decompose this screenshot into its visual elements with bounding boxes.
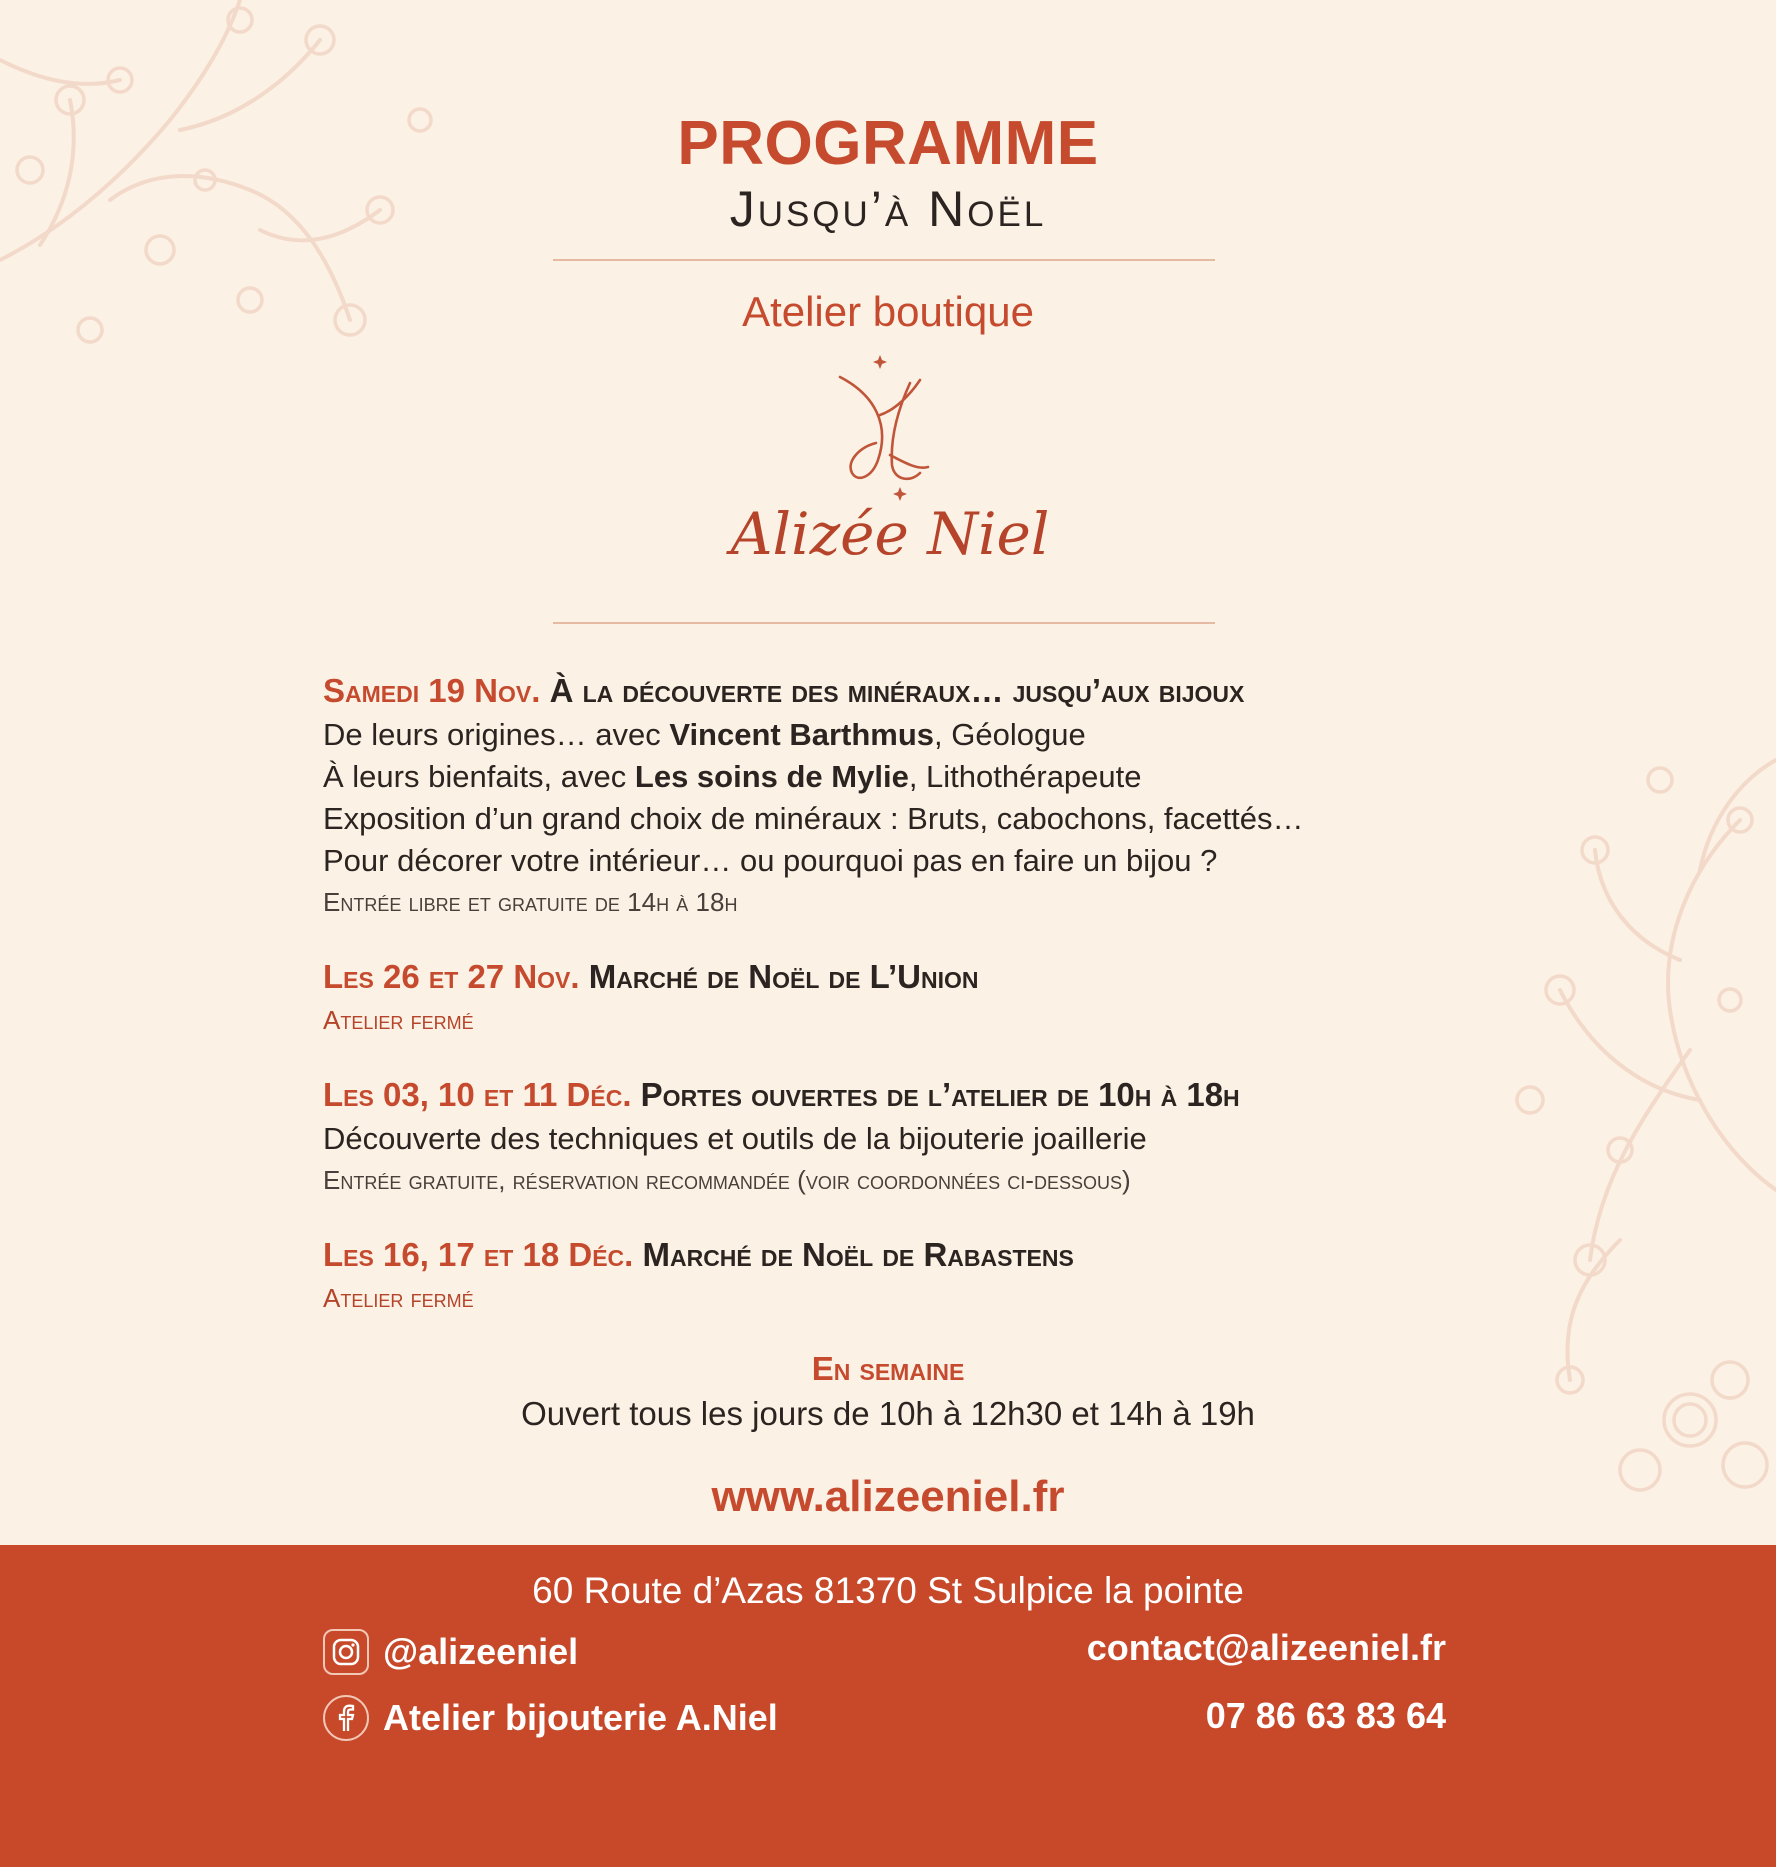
event-description-line: Pour décorer votre intérieur… ou pourquoi pas en faire un bijou ? (323, 843, 1218, 878)
event-heading (323, 668, 1473, 714)
page-title: PROGRAMME (677, 109, 1099, 178)
event-description-line: De leurs origines… avec Vincent Barthmus, Géologue (323, 717, 1086, 752)
instagram-icon (323, 1629, 369, 1675)
event-title: Portes ouvertes de l’atelier de 10h à 18h (640, 1076, 1240, 1113)
divider-bottom (553, 622, 1215, 624)
divider-top (553, 259, 1215, 261)
events-list (323, 668, 1473, 1350)
logo-monogram (820, 355, 950, 505)
contact-footer (0, 1545, 1776, 1867)
facebook-icon (323, 1695, 369, 1741)
event-item (323, 1072, 1473, 1200)
section-heading: Atelier boutique (742, 288, 1034, 335)
address: 60 Route d’Azas 81370 St Sulpice la pointe (532, 1570, 1244, 1611)
event-description-line: Découverte des techniques et outils de la bijouterie joaillerie (323, 1121, 1147, 1156)
event-item (323, 954, 1473, 1040)
website-link[interactable]: www.alizeeniel.fr (711, 1472, 1065, 1521)
event-heading (323, 954, 1473, 1000)
event-date: Les 16, 17 et 18 Déc. (323, 1236, 634, 1273)
instagram-handle[interactable]: @alizeeniel (383, 1631, 579, 1672)
event-title: Marché de Noël de Rabastens (642, 1236, 1074, 1273)
instagram-row[interactable] (323, 1629, 578, 1675)
weekday-heading: En semaine (811, 1350, 965, 1387)
event-note: Atelier fermé (323, 1283, 474, 1313)
brand-name: Alizée Niel (730, 500, 1050, 568)
event-title: À la découverte des minéraux… jusqu’aux bijoux (549, 672, 1245, 709)
event-title: Marché de Noël de L’Union (588, 958, 979, 995)
event-description-line: Exposition d’un grand choix de minéraux : Bruts, cabochons, facettés… (323, 801, 1304, 836)
facebook-page[interactable]: Atelier bijouterie A.Niel (383, 1697, 778, 1738)
page-subtitle: Jusqu’à Noël (729, 181, 1047, 237)
event-date: Les 03, 10 et 11 Déc. (323, 1076, 632, 1113)
opening-hours: Ouvert tous les jours de 10h à 12h30 et 14h à 19h (521, 1395, 1255, 1432)
event-item (323, 668, 1473, 922)
email-link[interactable]: contact@alizeeniel.fr (1086, 1627, 1446, 1668)
event-note: Entrée libre et gratuite de 14h à 18h (323, 887, 738, 917)
event-date: Les 26 et 27 Nov. (323, 958, 580, 995)
event-date: Samedi 19 Nov. (323, 672, 541, 709)
event-description-line: À leurs bienfaits, avec Les soins de Mylie, Lithothérapeute (323, 759, 1142, 794)
event-heading (323, 1232, 1473, 1278)
event-note: Atelier fermé (323, 1005, 474, 1035)
phone-number[interactable]: 07 86 63 83 64 (1205, 1695, 1446, 1736)
event-heading (323, 1072, 1473, 1118)
facebook-row[interactable] (323, 1695, 778, 1741)
event-note: Entrée gratuite, réservation recommandée (voir coordonnées ci-dessous) (323, 1165, 1131, 1195)
event-item (323, 1232, 1473, 1318)
